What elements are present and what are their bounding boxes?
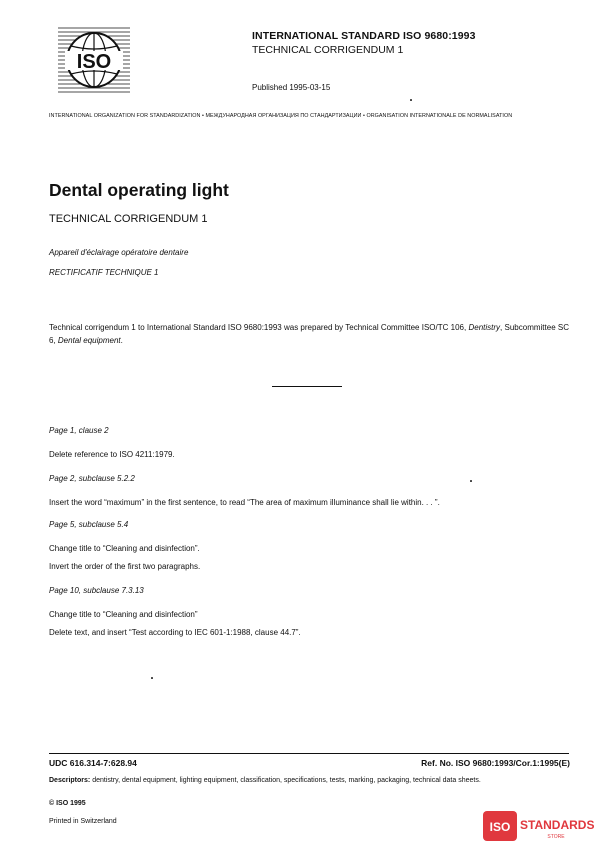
iso-logo xyxy=(55,24,133,96)
reference-number: Ref. No. ISO 9680:1993/Cor.1:1995(E) xyxy=(421,758,570,768)
footer-rule xyxy=(49,753,569,754)
document-title: Dental operating light xyxy=(49,180,229,200)
speck xyxy=(151,677,153,679)
speck xyxy=(470,480,472,482)
corrigendum-label: TECHNICAL CORRIGENDUM 1 xyxy=(252,44,404,56)
french-title: Appareil d'éclairage opératoire dentaire xyxy=(49,248,189,257)
standard-title: INTERNATIONAL STANDARD ISO 9680:1993 xyxy=(252,30,476,42)
correction-text: Delete text, and insert “Test according to IEC 601-1:1988, clause 44.7”. xyxy=(49,628,301,637)
correction-heading: Page 1, clause 2 xyxy=(49,426,109,435)
correction-heading: Page 2, subclause 5.2.2 xyxy=(49,474,135,483)
french-subtitle: RECTIFICATIF TECHNIQUE 1 xyxy=(49,268,159,277)
correction-heading: Page 10, subclause 7.3.13 xyxy=(49,586,144,595)
svg-text:STANDARDS: STANDARDS xyxy=(520,818,594,832)
intro-paragraph: Technical corrigendum 1 to International Standard ISO 9680:1993 was prepared by Technical Committee ISO/TC 106, Dentistry, Subcommittee SC 6, Dental equipment. xyxy=(49,323,569,345)
correction-text: Invert the order of the first two paragraphs. xyxy=(49,562,201,571)
correction-text: Insert the word “maximum” in the first sentence, to read “The area of maximum illuminance shall lie within. . . ”. xyxy=(49,498,440,507)
document-subtitle: TECHNICAL CORRIGENDUM 1 xyxy=(49,213,208,225)
svg-text:ISO: ISO xyxy=(76,51,112,73)
copyright: © ISO 1995 xyxy=(49,800,86,807)
correction-heading: Page 5, subclause 5.4 xyxy=(49,520,129,529)
speck xyxy=(410,99,412,101)
correction-text: Change title to “Cleaning and disinfection”. xyxy=(49,544,200,553)
svg-text:STORE: STORE xyxy=(547,834,565,840)
organization-line: INTERNATIONAL ORGANIZATION FOR STANDARDIZATION • МЕЖДУНАРОДНАЯ ОРГАНИЗАЦИЯ ПО СТАНДАРТИЗАЦИИ • ORGANISATION INTERNATIONALE DE NORMALISATION xyxy=(49,113,513,119)
iso-standards-store-logo xyxy=(482,809,594,843)
published-date: Published 1995-03-15 xyxy=(252,83,331,92)
divider xyxy=(272,386,342,387)
descriptors: Descriptors: dentistry, dental equipment, lighting equipment, classification, specifications, tests, marking, packaging, technical data sheets. xyxy=(49,777,481,784)
correction-text: Delete reference to ISO 4211:1979. xyxy=(49,450,175,459)
printed-in: Printed in Switzerland xyxy=(49,818,117,825)
svg-text:ISO: ISO xyxy=(489,820,511,834)
udc-code: UDC 616.314-7:628.94 xyxy=(49,758,137,768)
correction-text: Change title to “Cleaning and disinfection” xyxy=(49,610,198,619)
